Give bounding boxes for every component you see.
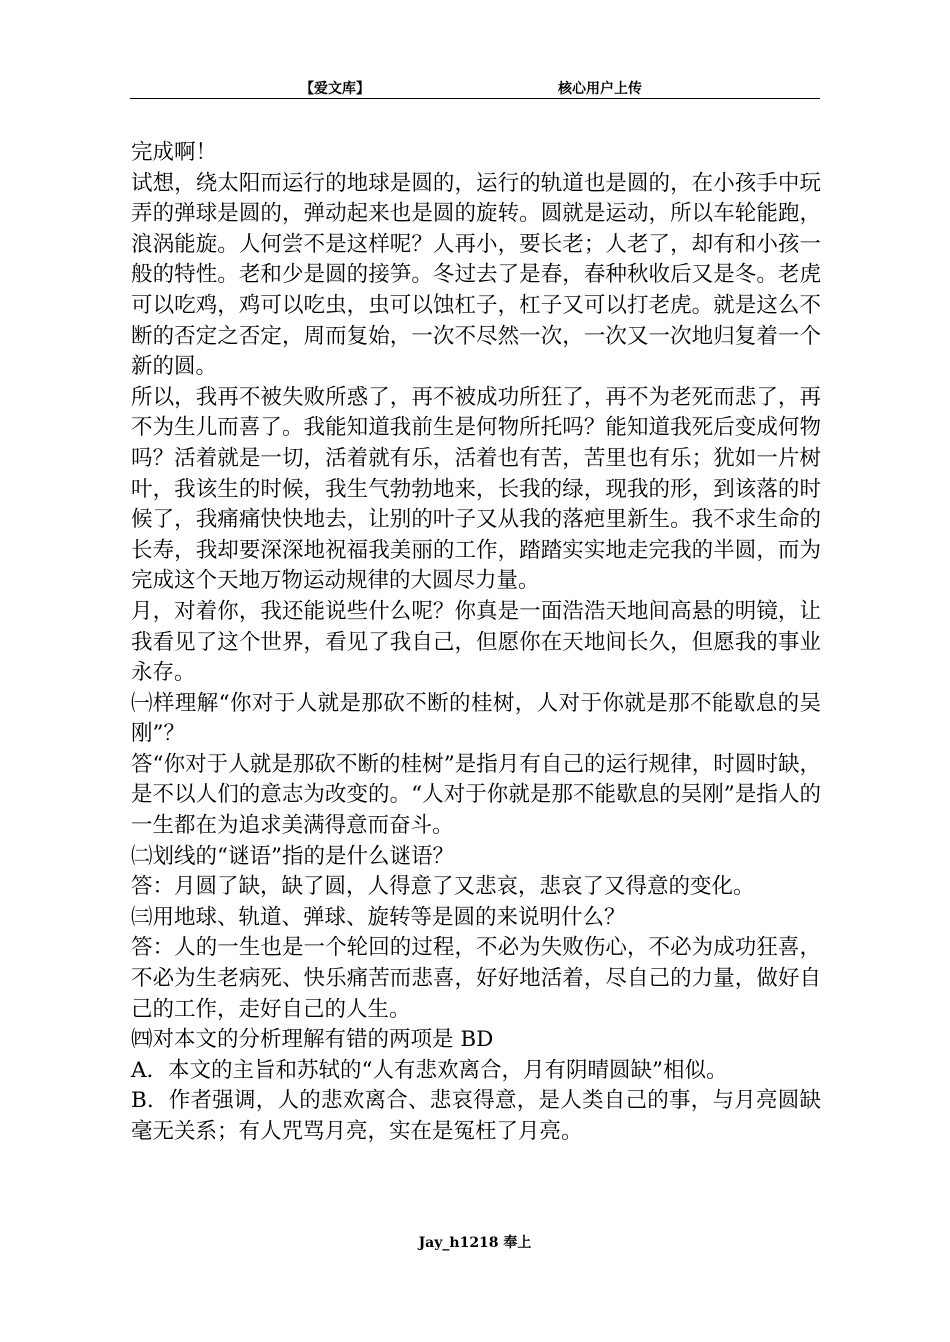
option-b: B．作者强调，人的悲欢离合、悲哀得意，是人类自己的事，与月亮圆缺毫无关系；有人咒骂月亮，实在是冤枉了月亮。 [131,1088,821,1144]
document-body [131,138,821,1148]
question-2: ㈡划线的“谜语”指的是什么谜语？ [131,843,454,869]
paragraph-moon-address: 月，对着你，我还能说些什么呢？你真是一面浩浩天地间高悬的明镜，让我看见了这个世界，看见了我自己，但愿你在天地间长久，但愿我的事业永存。 [131,598,821,686]
question-1: ㈠样理解“你对于人就是那砍不断的桂树，人对于你就是那不能歇息的吴刚”？ [131,690,821,747]
answer-3: 答：人的一生也是一个轮回的过程，不必为失败伤心，不必为成功狂喜，不必为生老病死、快乐痛苦而悲喜，好好地活着，尽自己的力量，做好自己的工作，走好自己的人生。 [131,935,821,1022]
paragraph-closing-line: 完成啊！ [131,140,218,165]
answer-1: 答“你对于人就是那砍不断的桂树”是指月有自己的运行规律，时圆时缺，是不以人们的意志为改变的。“人对于你就是那不能歇息的吴刚”是指人的一生都在为追求美满得意而奋斗。 [131,751,821,839]
page-header [130,78,820,99]
answer-2: 答：月圆了缺，缺了圆，人得意了又悲哀，悲哀了又得意的变化。 [131,874,755,900]
page-footer: Jay_h1218 奉上 [418,1235,532,1251]
question-3: ㈢用地球、轨道、弹球、旋转等是圆的来说明什么？ [131,904,626,930]
header-upload-note: 核心用户上传 [558,81,642,97]
option-a: A．本文的主旨和苏轼的“人有悲欢离合，月有阴晴圆缺”相似。 [131,1057,728,1083]
paragraph-circle-motion: 试想，绕太阳而运行的地球是圆的，运行的轨道也是圆的，在小孩手中玩弄的弹球是圆的，弹动起来也是圆的旋转。圆就是运动，所以车轮能跑，浪涡能旋。人何尝不是这样呢？人再小，要长老；人老了，却有和小孩一般的特性。老和少是圆的接笋。冬过去了是春，春种秋收后又是冬。老虎可以吃鸡，鸡可以吃虫，虫可以蚀杠子，杠子又可以打老虎。就是这么不断的否定之否定，周而复始，一次不尽然一次，一次又一次地归复着一个新的圆。 [131,170,821,380]
header-site-name: 【爱文库】 [300,81,370,97]
question-4: ㈣对本文的分析理解有错的两项是 BD [131,1027,494,1053]
paragraph-life-reflection: 所以，我再不被失败所惑了，再不被成功所狂了，再不为老死而悲了，再不为生儿而喜了。我能知道我前生是何物所托吗？能知道我死后变成何物吗？活着就是一切，活着就有乐，活着也有苦，苦里也有乐；犹如一片树叶，我该生的时候，我生气勃勃地来，长我的绿，现我的形，到该落的时候了，我痛痛快快地去，让别的叶子又从我的落疤里新生。我不求生命的长寿，我却要深深地祝福我美丽的工作，踏踏实实地走完我的半圆，而为完成这个天地万物运动规律的大圆尽力量。 [131,384,821,594]
